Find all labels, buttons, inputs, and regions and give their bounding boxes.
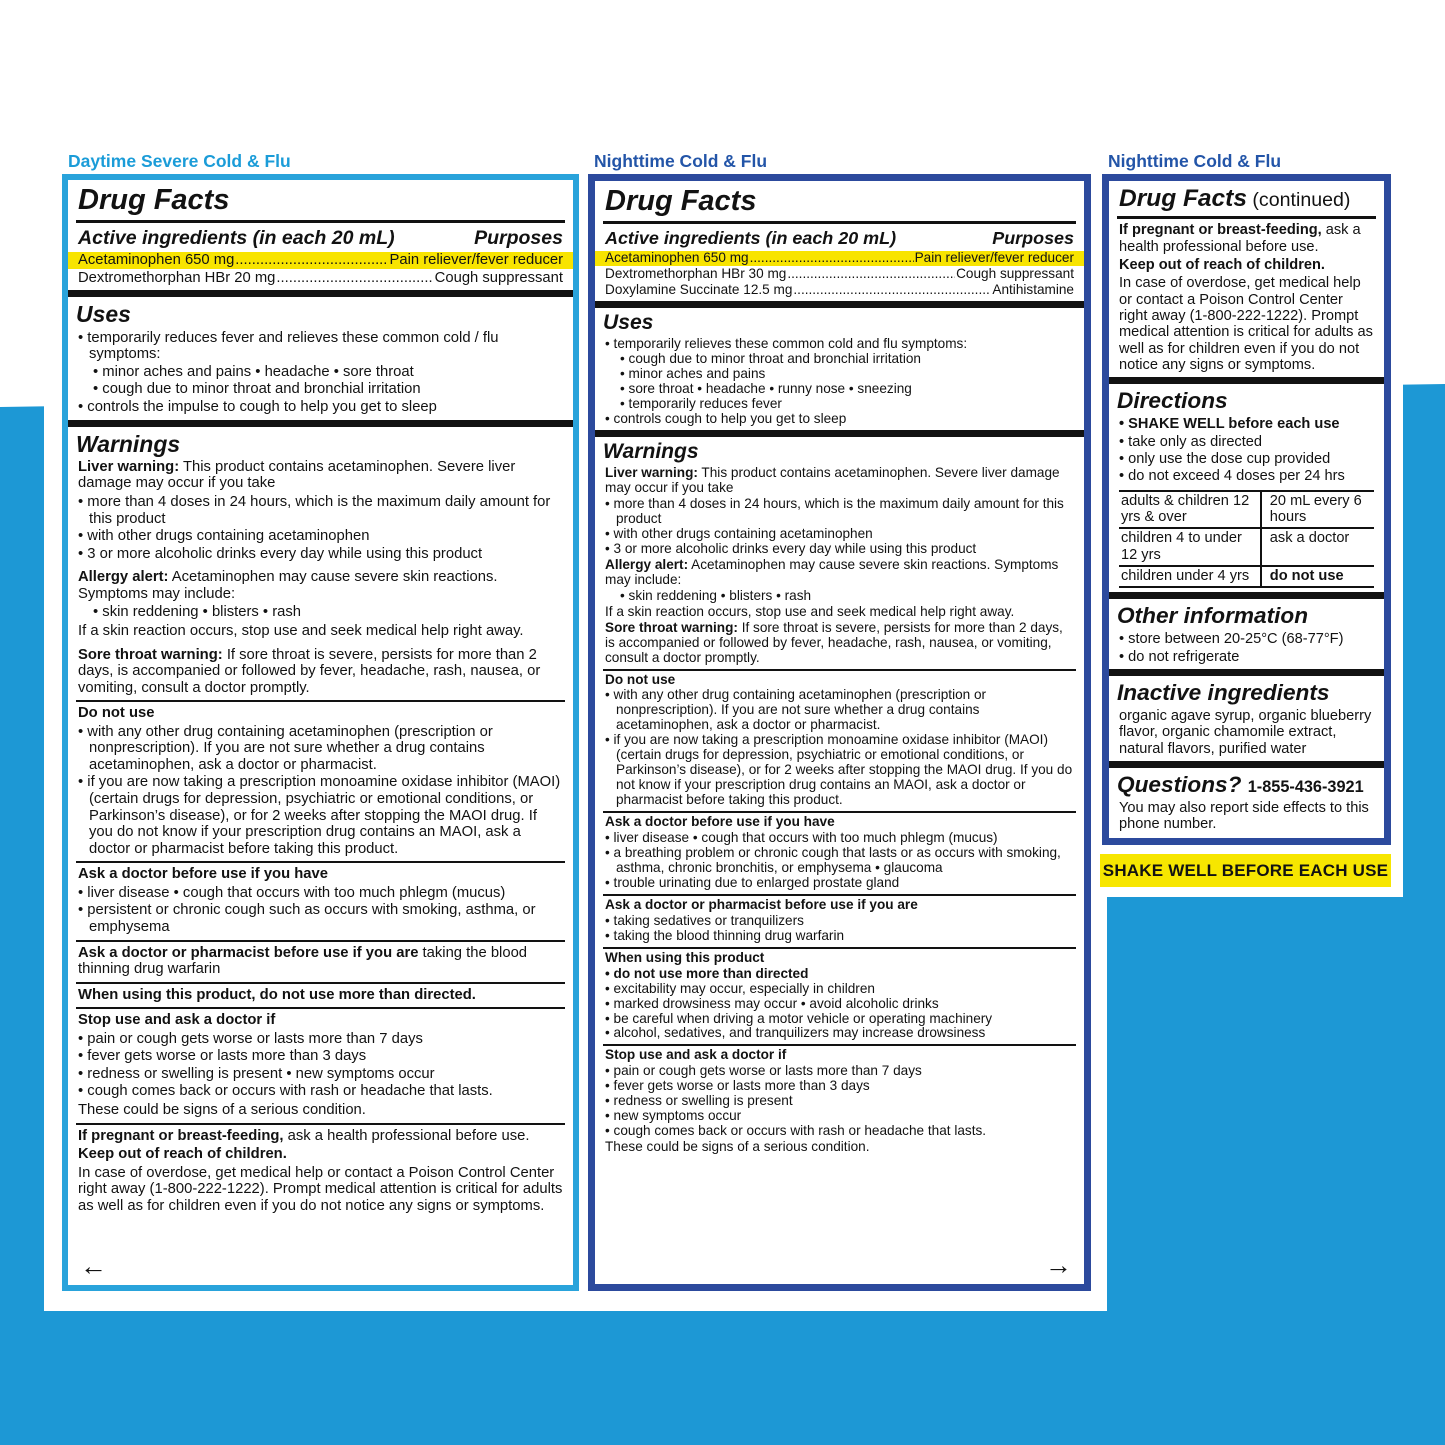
- paragraph-text: Acetaminophen may cause severe skin reactions. Symptoms may include:: [605, 556, 1059, 587]
- bullet-item: • be careful when driving a motor vehicle or operating machinery: [605, 1010, 993, 1026]
- dotted-leader: [787, 267, 955, 282]
- bullet-item: • controls cough to help you get to sleep: [605, 410, 847, 426]
- drug-facts-title-text: Drug Facts: [605, 185, 757, 217]
- bullet-item: • liver disease • cough that occurs with too much phlegm (mucus): [78, 884, 506, 901]
- paragraph: [68, 1146, 573, 1163]
- shake-well-banner: SHAKE WELL BEFORE EACH USE: [1100, 854, 1391, 887]
- continue-arrow-right-icon: →: [1045, 1250, 1072, 1280]
- bullet-item: • taking sedatives or tranquilizers: [605, 912, 804, 928]
- bullet-item: • a breathing problem or chronic cough that lasts or as occurs with smoking, asthma, chronic bronchitis, or emphysema • glaucoma: [605, 845, 1061, 875]
- bullet-item: • cough due to minor throat and bronchial irritation: [93, 381, 421, 398]
- paragraph: [595, 466, 1084, 496]
- section-divider-thick: [68, 290, 573, 297]
- bullet-item: • more than 4 doses in 24 hours, which is the maximum daily amount for this product: [78, 494, 551, 527]
- continue-arrow-left-icon: ←: [80, 1251, 107, 1281]
- bold-lead-in: Ask a doctor or pharmacist before use if you are: [78, 944, 419, 961]
- section-divider-thin: [76, 940, 565, 942]
- bullet-item: • cough comes back or occurs with rash or headache that lasts.: [605, 1123, 987, 1139]
- paragraph: [68, 647, 573, 697]
- bullet-item: • only use the dose cup provided: [1119, 450, 1331, 467]
- section-divider-thin: [76, 1123, 565, 1125]
- section-divider-thick: [595, 430, 1084, 437]
- bullet-item: • do not use more than directed: [605, 965, 809, 981]
- paragraph: [1109, 800, 1384, 833]
- bullet-item: • do not refrigerate: [1119, 648, 1240, 665]
- section-divider-thin: [603, 894, 1076, 896]
- ingredient-name: Dextromethorphan HBr 20 mg: [78, 269, 276, 286]
- bold-lead-in: Sore throat warning:: [605, 619, 738, 635]
- active-ingredients-header: Active ingredients (in each 20 mL): [78, 227, 395, 250]
- paragraph: [595, 621, 1084, 666]
- drug-facts-title: [1117, 183, 1376, 219]
- drug-facts-title-text: Drug Facts: [1119, 185, 1247, 212]
- bullet-item: • excitability may occur, especially in children: [605, 980, 875, 996]
- bullet-item: • with any other drug containing acetaminophen (prescription or nonprescription). If you are not sure whether a drug contains acetaminophen, ask a doctor or pharmacist.: [605, 687, 987, 733]
- bold-lead-in: Stop use and ask a doctor if: [605, 1047, 787, 1063]
- section-divider-thin: [603, 1044, 1076, 1046]
- paragraph-text: This product contains acetaminophen. Severe liver damage may occur if you take: [78, 458, 516, 492]
- dosage-age-group: children 4 to under 12 yrs: [1119, 529, 1262, 565]
- paragraph: [68, 1128, 573, 1145]
- bullet-item: • minor aches and pains • headache • sore throat: [93, 363, 414, 380]
- section-heading: Uses: [603, 310, 654, 334]
- dosage-age-group: children under 4 yrs: [1119, 567, 1262, 586]
- section-divider-thick: [1109, 592, 1384, 599]
- paragraph-text: These could be signs of a serious condition.: [605, 1139, 870, 1155]
- ingredients-purposes-header: [68, 226, 573, 251]
- bullet-item: • cough comes back or occurs with rash or headache that lasts.: [78, 1083, 493, 1100]
- paragraph: [1109, 222, 1384, 255]
- paragraph-text: taking the blood thinning drug warfarin: [78, 944, 528, 978]
- panel-label-daytime-severe-cold-flu: Daytime Severe Cold & Flu: [68, 151, 291, 171]
- section-heading: Warnings: [76, 430, 181, 457]
- bold-lead-in: Liver warning:: [605, 465, 698, 481]
- paragraph-text: You may also report side effects to this phone number.: [1119, 800, 1369, 833]
- ingredient-name: Acetaminophen 650 mg: [78, 252, 235, 269]
- bullet-item: • if you are now taking a prescription monoamine oxidase inhibitor (MAOI) (certain drugs for depression, psychiatric or emotional conditions, or Parkinson’s disease), or for 2 weeks after stopping the MAOI drug. If you do not know if your prescription drug contains an MAOI, ask a doctor or pharmacist before taking this product.: [605, 732, 1073, 808]
- ingredient-row: [595, 283, 1084, 298]
- bullet-item: • take only as directed: [1119, 433, 1263, 450]
- paragraph: [68, 1165, 573, 1215]
- bullet-item: • temporarily reduces fever and relieves these common cold / flu symptoms:: [78, 329, 499, 363]
- dotted-leader: [276, 270, 433, 287]
- bullet-item: • pain or cough gets worse or lasts more than 7 days: [78, 1030, 423, 1047]
- panel-label-nighttime-cold-flu-continued: Nighttime Cold & Flu: [1108, 151, 1282, 171]
- bullet-item: • SHAKE WELL before each use: [1119, 416, 1340, 433]
- bullet-item: • new symptoms occur: [605, 1108, 742, 1124]
- bullet-item: • sore throat • headache • runny nose • sneezing: [620, 381, 912, 397]
- ingredient-purpose: Pain reliever/fever reducer: [914, 250, 1074, 266]
- bullet-item: • minor aches and pains: [620, 366, 766, 382]
- section-divider-thin: [76, 982, 565, 984]
- questions-phone-number: 1-855-436-3921: [1247, 778, 1364, 797]
- drug-facts-title: [76, 182, 565, 223]
- section-divider-thin: [76, 1007, 565, 1009]
- dosage-table-row: [1119, 527, 1374, 565]
- panel-label-nighttime-cold-flu: Nighttime Cold & Flu: [594, 151, 768, 171]
- ingredient-name: Doxylamine Succinate 12.5 mg: [605, 281, 793, 297]
- bold-lead-in: Stop use and ask a doctor if: [78, 1012, 276, 1029]
- bullet-item: • liver disease • cough that occurs with too much phlegm (mucus): [605, 830, 998, 846]
- ingredient-purpose: Pain reliever/fever reducer: [389, 252, 563, 269]
- ingredient-purpose: Antihistamine: [992, 281, 1074, 297]
- paragraph-text: In case of overdose, get medical help or contact a Poison Control Center right away (1-800-222-1222). Prompt medical attention is critical for adults as well as for children even if you do not notice any signs or symptoms.: [1119, 275, 1373, 373]
- bullet-item: • if you are now taking a prescription monoamine oxidase inhibitor (MAOI) (certain drugs for depression, psychiatric or emotional conditions, or Parkinson’s disease), or for 2 weeks after stopping the MAOI drug. If you do not know if your prescription drug contains an MAOI, ask a doctor or pharmacist before taking this product.: [78, 774, 561, 857]
- ingredient-name: Acetaminophen 650 mg: [605, 250, 749, 266]
- paragraph: [595, 558, 1084, 588]
- paragraph-text: ask a health professional before use.: [283, 1127, 530, 1144]
- ingredient-row: [595, 267, 1084, 282]
- bold-lead-in: When using this product, do not use more than directed.: [78, 986, 476, 1003]
- section-divider-thin: [76, 700, 565, 702]
- paragraph-text: If a skin reaction occurs, stop use and seek medical help right away.: [605, 603, 1015, 619]
- bullet-item: • store between 20-25°C (68-77°F): [1119, 631, 1344, 648]
- purposes-header: Purposes: [992, 228, 1074, 249]
- bullet-item: • with other drugs containing acetaminophen: [78, 528, 370, 545]
- drug-facts-title: [603, 183, 1076, 224]
- section-divider-thick: [1109, 377, 1384, 384]
- ingredients-purposes-header: [595, 227, 1084, 250]
- drug-facts-panel-nighttime: [588, 174, 1091, 1291]
- paragraph: [595, 898, 1084, 913]
- section-divider-thick: [595, 301, 1084, 308]
- dosage-amount: ask a doctor: [1269, 530, 1350, 547]
- paragraph: [1109, 275, 1384, 373]
- section-divider-thin: [603, 811, 1076, 813]
- paragraph-text: This product contains acetaminophen. Severe liver damage may occur if you take: [605, 465, 1060, 496]
- section-heading: Warnings: [603, 439, 699, 463]
- paragraph-text: In case of overdose, get medical help or contact a Poison Control Center right away (1-800-222-1222). Prompt medical attention is critical for adults as well as for children even if you do not notice any signs or symptoms.: [78, 1164, 563, 1214]
- paragraph: [68, 705, 573, 722]
- bullet-item: • redness or swelling is present • new symptoms occur: [78, 1065, 435, 1082]
- paragraph: [595, 815, 1084, 830]
- bullet-item: • skin reddening • blisters • rash: [620, 587, 812, 603]
- paragraph: [595, 1048, 1084, 1063]
- bullet-item: • fever gets worse or lasts more than 3 days: [78, 1048, 367, 1065]
- ingredient-name: Dextromethorphan HBr 30 mg: [605, 266, 787, 282]
- section-divider-thick: [68, 420, 573, 427]
- bullet-item: • taking the blood thinning drug warfarin: [605, 927, 845, 943]
- ingredient-row: [68, 252, 573, 269]
- bullet-item: • fever gets worse or lasts more than 3 days: [605, 1078, 870, 1094]
- bullet-item: • temporarily relieves these common cold and flu symptoms:: [605, 336, 968, 352]
- section-heading: Other information: [1117, 603, 1309, 629]
- paragraph-text: ask a health professional before use.: [1119, 222, 1361, 255]
- bullet-item: • with other drugs containing acetaminophen: [605, 525, 873, 541]
- bold-lead-in: Liver warning:: [78, 458, 180, 475]
- bold-lead-in: If pregnant or breast-feeding,: [78, 1127, 284, 1144]
- bullet-item: • pain or cough gets worse or lasts more than 7 days: [605, 1063, 922, 1079]
- paragraph-text: organic agave syrup, organic blueberry flavor, organic chamomile extract, natural flavors, purified water: [1119, 708, 1372, 757]
- bullet-item: • more than 4 doses in 24 hours, which is the maximum daily amount for this product: [605, 496, 1064, 526]
- paragraph: [1109, 708, 1384, 757]
- paragraph: [595, 673, 1084, 688]
- paragraph-text: Acetaminophen may cause severe skin reactions. Symptoms may include:: [78, 569, 498, 602]
- section-divider-thin: [603, 669, 1076, 671]
- bold-lead-in: Ask a doctor or pharmacist before use if you are: [605, 896, 918, 912]
- bold-lead-in: Do not use: [605, 671, 676, 687]
- bullet-item: • trouble urinating due to enlarged prostate gland: [605, 874, 900, 890]
- paragraph: [68, 987, 573, 1004]
- dotted-leader: [235, 252, 388, 269]
- bold-lead-in: Allergy alert:: [78, 569, 169, 586]
- paragraph-text: If a skin reaction occurs, stop use and seek medical help right away.: [78, 622, 524, 639]
- section-divider-thin: [76, 861, 565, 863]
- bullet-item: • controls the impulse to cough to help you get to sleep: [78, 398, 437, 415]
- drug-facts-title-text: Drug Facts: [78, 184, 230, 216]
- questions-heading: Questions?: [1117, 772, 1242, 798]
- paragraph: [1109, 257, 1384, 273]
- paragraph: [595, 951, 1084, 966]
- paragraph-text: If sore throat is severe, persists for more than 2 days, is accompanied or followed by fever, headache, rash, nausea, or vomiting, consult a doctor promptly.: [605, 619, 1063, 665]
- purposes-header: Purposes: [474, 227, 563, 250]
- title-continued-text: (continued): [1246, 189, 1351, 211]
- section-heading: Inactive ingredients: [1117, 680, 1330, 706]
- paragraph: [68, 1102, 573, 1119]
- drug-facts-panel-daytime: [62, 174, 579, 1291]
- dosage-age-group: adults & children 12 yrs & over: [1119, 492, 1262, 528]
- bullet-item: • 3 or more alcoholic drinks every day while using this product: [605, 540, 977, 556]
- paragraph: [68, 866, 573, 883]
- bullet-item: • marked drowsiness may occur • avoid alcoholic drinks: [605, 995, 939, 1011]
- section-heading: Directions: [1117, 388, 1228, 414]
- dosage-table-row: [1119, 492, 1374, 528]
- dosage-table: [1119, 490, 1374, 589]
- bullet-item: • temporarily reduces fever: [620, 395, 782, 411]
- dosage-amount: do not use: [1269, 568, 1344, 585]
- bullet-item: • with any other drug containing acetaminophen (prescription or nonprescription). If you are not sure whether a drug contains acetaminophen, ask a doctor or pharmacist.: [78, 723, 493, 773]
- bullet-item: • persistent or chronic cough such as occurs with smoking, asthma, or emphysema: [78, 902, 536, 935]
- bullet-item: • alcohol, sedatives, and tranquilizers may increase drowsiness: [605, 1025, 986, 1041]
- paragraph: [595, 605, 1084, 620]
- paragraph: [68, 1012, 573, 1029]
- dosage-amount: 20 mL every 6 hours: [1269, 492, 1362, 525]
- ingredient-row: [595, 251, 1084, 266]
- section-divider-thick: [1109, 669, 1384, 676]
- paragraph: [68, 623, 573, 640]
- section-divider-thin: [603, 947, 1076, 949]
- bold-lead-in: Sore throat warning:: [78, 646, 223, 663]
- ingredient-row: [68, 270, 573, 287]
- bold-lead-in: Keep out of reach of children.: [1119, 256, 1325, 273]
- bullet-item: • skin reddening • blisters • rash: [93, 604, 301, 621]
- bullet-item: • 3 or more alcoholic drinks every day while using this product: [78, 545, 483, 562]
- section-divider-thick: [1109, 761, 1384, 768]
- paragraph: [68, 945, 573, 978]
- paragraph-text: These could be signs of a serious condition.: [78, 1102, 366, 1119]
- section-heading: Uses: [76, 301, 131, 328]
- dosage-table-row: [1119, 565, 1374, 586]
- dotted-leader: [750, 251, 914, 266]
- bold-lead-in: Ask a doctor before use if you have: [605, 814, 835, 830]
- bold-lead-in: Allergy alert:: [605, 556, 689, 572]
- section-heading-questions: [1109, 772, 1384, 798]
- bold-lead-in: When using this product: [605, 949, 765, 965]
- drug-facts-panel-nighttime-continued: [1102, 174, 1391, 845]
- paragraph: [68, 569, 573, 602]
- bold-lead-in: Keep out of reach of children.: [78, 1146, 287, 1163]
- active-ingredients-header: Active ingredients (in each 20 mL): [605, 228, 897, 249]
- bold-lead-in: Do not use: [78, 705, 155, 722]
- dotted-leader: [793, 283, 991, 298]
- paragraph: [68, 459, 573, 492]
- bold-lead-in: Ask a doctor before use if you have: [78, 866, 328, 883]
- bold-lead-in: If pregnant or breast-feeding,: [1119, 222, 1322, 239]
- paragraph: [595, 1140, 1084, 1155]
- ingredient-purpose: Cough suppressant: [434, 269, 563, 286]
- paragraph-text: If sore throat is severe, persists for more than 2 days, is accompanied or followed by fever, headache, rash, nausea, or vomiting, consult a doctor promptly.: [78, 646, 541, 696]
- bullet-item: • do not exceed 4 doses per 24 hrs: [1119, 468, 1345, 485]
- ingredient-purpose: Cough suppressant: [956, 266, 1074, 282]
- bullet-item: • cough due to minor throat and bronchial irritation: [620, 351, 921, 367]
- bullet-item: • redness or swelling is present: [605, 1093, 793, 1109]
